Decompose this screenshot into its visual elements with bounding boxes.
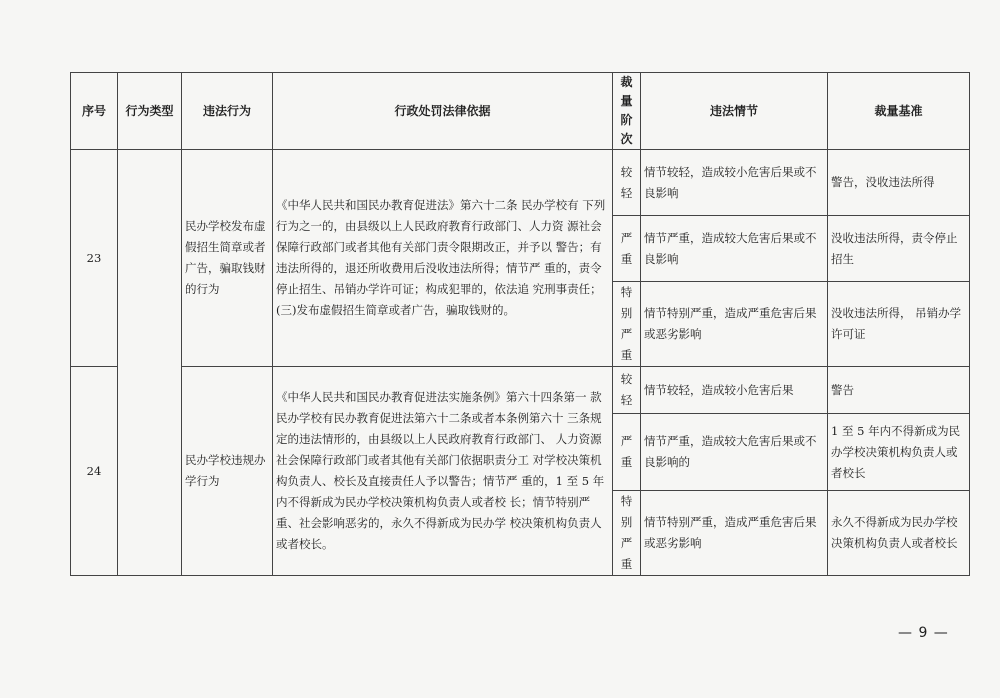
header-level: 裁量阶次 [613,73,641,150]
circumstance-cell: 情节特别严重，造成严重危害后果或恶劣影响 [641,491,828,576]
level-cell: 严重 [613,216,641,282]
header-standard: 裁量基准 [828,73,970,150]
standard-cell: 警告 [828,367,970,414]
standard-cell: 永久不得新成为民办学校决策机构负责人或者校长 [828,491,970,576]
violation-cell: 民办学校发布虚假招生简章或者广告，骗取钱财的行为 [182,150,273,367]
level-cell: 严重 [613,414,641,491]
type-cell [118,150,182,576]
penalty-table [70,72,970,576]
circumstance-cell: 情节严重，造成较大危害后果或不良影响的 [641,414,828,491]
circumstance-cell: 情节特别严重，造成严重危害后果或恶劣影响 [641,282,828,367]
standard-cell: 警告，没收违法所得 [828,150,970,216]
table-header-row [71,73,970,150]
header-violation: 违法行为 [182,73,273,150]
circumstance-cell: 情节较轻，造成较小危害后果 [641,367,828,414]
seq-cell: 24 [71,367,118,576]
level-cell: 较轻 [613,150,641,216]
circumstance-cell: 情节较轻，造成较小危害后果或不良影响 [641,150,828,216]
circumstance-cell: 情节严重，造成较大危害后果或不良影响 [641,216,828,282]
header-type: 行为类型 [118,73,182,150]
header-circumstance: 违法情节 [641,73,828,150]
header-basis: 行政处罚法律依据 [273,73,613,150]
header-seq: 序号 [71,73,118,150]
table-row [71,150,970,216]
basis-cell: 《中华人民共和国民办教育促进法》第六十二条 民办学校有 下列行为之一的，由县级以上人民政府教育行政部门、人力资 源社会保障行政部门或者其他有关部门责令限期改正，并予以 警告；有违法所得的，退还所收费用后没收违法所得；情节严 重的，责令停止招生、吊销办学许可证；构成犯罪的，依法追 究刑事责任；(三)发布虚假招生简章或者广告，骗取钱财的。 [273,150,613,367]
page-number: — 9 — [898,625,949,641]
basis-cell: 《中华人民共和国民办教育促进法实施条例》第六十四条第一 款 民办学校有民办教育促进法第六十二条或者本条例第六十 三条规定的违法情形的，由县级以上人民政府教育行政部门、 人力资源社会保障行政部门或者其他有关部门依据职责分工 对学校决策机构负责人、校长及直接责任人予以警告；情节严 重的，1 至 5 年内不得新成为民办学校决策机构负责人或者校 长；情节特别严重、社会影响恶劣的，永久不得新成为民办学 校决策机构负责人或者校长。 [273,367,613,576]
level-cell: 特别严重 [613,491,641,576]
table-row [71,367,970,414]
standard-cell: 没收违法所得， 吊销办学许可证 [828,282,970,367]
standard-cell: 1 至 5 年内不得新成为民 办学校决策机构负责人或 者校长 [828,414,970,491]
seq-cell: 23 [71,150,118,367]
violation-cell: 民办学校违规办学行为 [182,367,273,576]
level-cell: 特别严重 [613,282,641,367]
level-cell: 较轻 [613,367,641,414]
standard-cell: 没收违法所得，责令停止招生 [828,216,970,282]
